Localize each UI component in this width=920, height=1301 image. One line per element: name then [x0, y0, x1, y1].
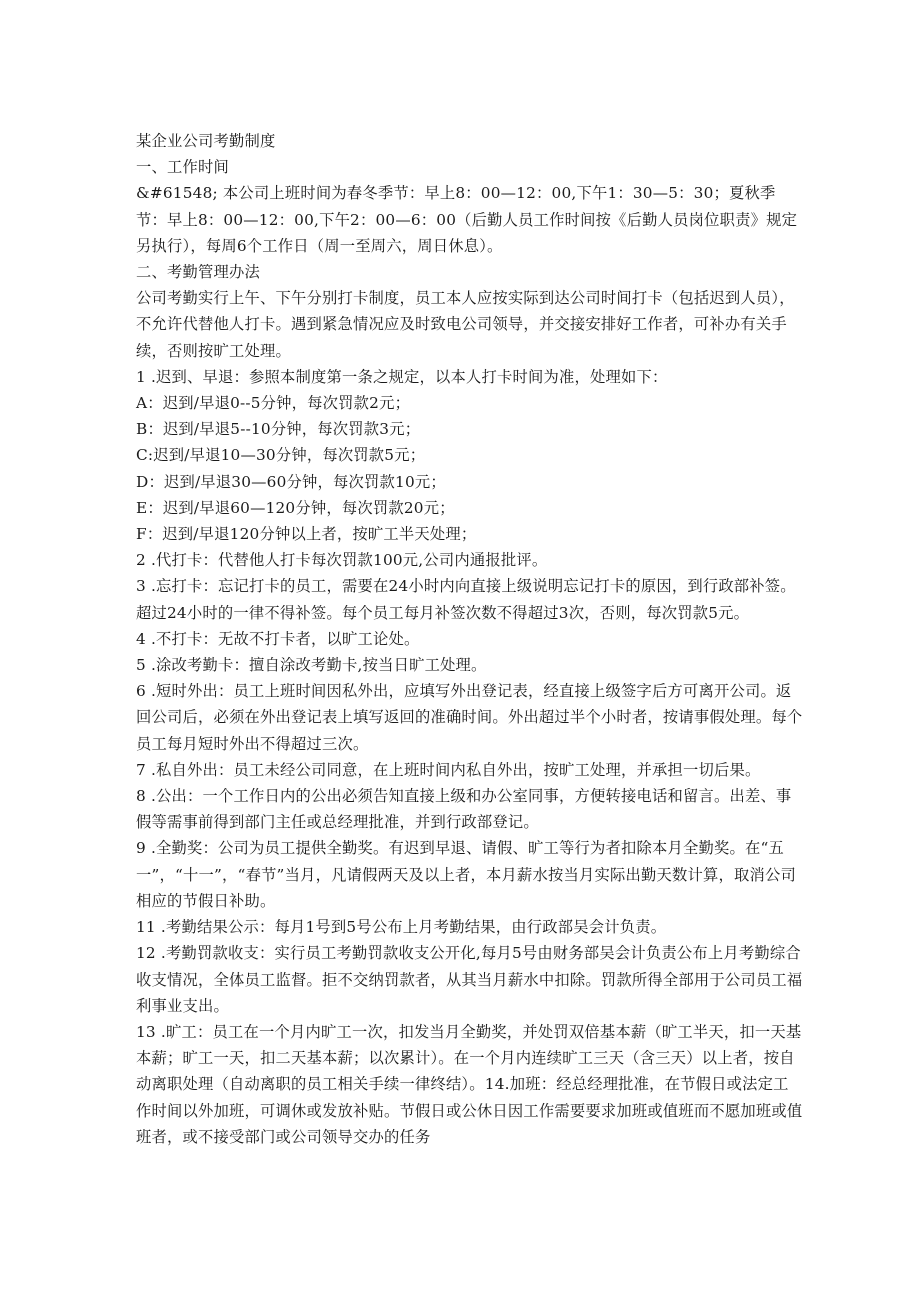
rule-item-short-outing: 6 .短时外出：员工上班时间因私外出，应填写外出登记表，经直接上级签字后方可离开公司。返回公司后，必须在外出登记表上填写返回的准确时间。外出超过半个小时者，按请事假处理。每个员工每月短时外出不得超过三次。: [136, 682, 803, 753]
document-body: [136, 128, 804, 1150]
rule-subitem-d: D：迟到/早退30—60分钟，每次罚款10元；: [136, 472, 446, 491]
section-heading-attendance-rules: 二、考勤管理办法: [136, 263, 260, 282]
rule-subitem-a: A：迟到/早退0--5分钟，每次罚款2元；: [136, 394, 411, 413]
rule-item-full-attendance-bonus: 9 .全勤奖：公司为员工提供全勤奖。有迟到早退、请假、旷工等行为者扣除本月全勤奖。在“五一”，“十一”，“春节”当月，凡请假两天及以上者，本月薪水按当月实际出勤天数计算，取消公司相应的节假日补助。: [136, 839, 796, 910]
rule-subitem-e: E：迟到/早退60—120分钟，每次罚款20元；: [136, 498, 455, 517]
rule-item-late-early: 1 .迟到、早退：参照本制度第一条之规定，以本人打卡时间为准，处理如下：: [136, 367, 668, 386]
paragraph-work-hours: &#61548; 本公司上班时间为春冬季节：早上8：00—12：00,下午1：30—5：30；夏秋季节：早上8：00—12：00,下午2：00—6：00（后勤人员工作时间按《后勤人员岗位职责》规定另执行），每周6个工作日（周一至周六，周日休息）。: [136, 184, 798, 255]
rule-item-business-trip: 8 .公出：一个工作日内的公出必须告知直接上级和办公室同事，方便转接电话和留言。出差、事假等需事前得到部门主任或总经理批准，并到行政部登记。: [136, 787, 792, 832]
section-heading-work-hours: 一、工作时间: [136, 158, 229, 177]
paragraph-clock-in-policy: 公司考勤实行上午、下午分别打卡制度，员工本人应按实际到达公司时间打卡（包括迟到人员），不允许代替他人打卡。遇到紧急情况应及时致电公司领导，并交接安排好工作者，可补办有关手续，否则按旷工处理。: [136, 289, 795, 360]
rule-item-unauthorized-outing: 7 .私自外出：员工未经公司同意，在上班时间内私自外出，按旷工处理，并承担一切后果。: [136, 760, 761, 779]
rule-item-altered-card: 5 .涂改考勤卡：擅自涂改考勤卡,按当日旷工处理。: [136, 656, 487, 675]
rule-item-forgot-punch: 3 .忘打卡：忘记打卡的员工，需要在24小时内向直接上级说明忘记打卡的原因，到行政部补签。超过24小时的一律不得补签。每个员工每月补签次数不得超过3次，否则，每次罚款5元。: [136, 577, 796, 622]
rule-item-proxy-punch: 2 .代打卡：代替他人打卡每次罚款100元,公司内通报批评。: [136, 551, 548, 570]
rule-item-results-announcement: 11 .考勤结果公示：每月1号到5号公布上月考勤结果，由行政部吴会计负责。: [136, 918, 667, 937]
rule-subitem-f: F：迟到/早退120分钟以上者，按旷工半天处理；: [136, 525, 477, 544]
rule-item-no-punch: 4 .不打卡：无故不打卡者，以旷工论处。: [136, 629, 420, 648]
document-title: 某企业公司考勤制度: [136, 132, 276, 150]
rule-item-fines-accounting: 12 .考勤罚款收支：实行员工考勤罚款收支公开化,每月5号由财务部吴会计负责公布上月考勤综合收支情况，全体员工监督。拒不交纳罚款者，从其当月薪水中扣除。罚款所得全部用于公司员工福利事业支出。: [136, 944, 803, 1015]
rule-subitem-b: B：迟到/早退5--10分钟，每次罚款3元；: [136, 420, 421, 439]
rule-subitem-c: C:迟到/早退10—30分钟，每次罚款5元；: [136, 446, 426, 465]
rule-item-absenteeism-overtime: 13 .旷工：员工在一个月内旷工一次，扣发当月全勤奖，并处罚双倍基本薪（旷工半天，扣一天基本薪；旷工一天，扣二天基本薪；以次累计）。在一个月内连续旷工三天（含三天）以上者，按自动离职处理（自动离职的员工相关手续一律终结）。14.加班：经总经理批准，在节假日或法定工作时间以外加班，可调休或发放补贴。节假日或公休日因工作需要要求加班或值班而不愿加班或值班者，或不接受部门或公司领导交办的任务: [136, 1022, 803, 1146]
